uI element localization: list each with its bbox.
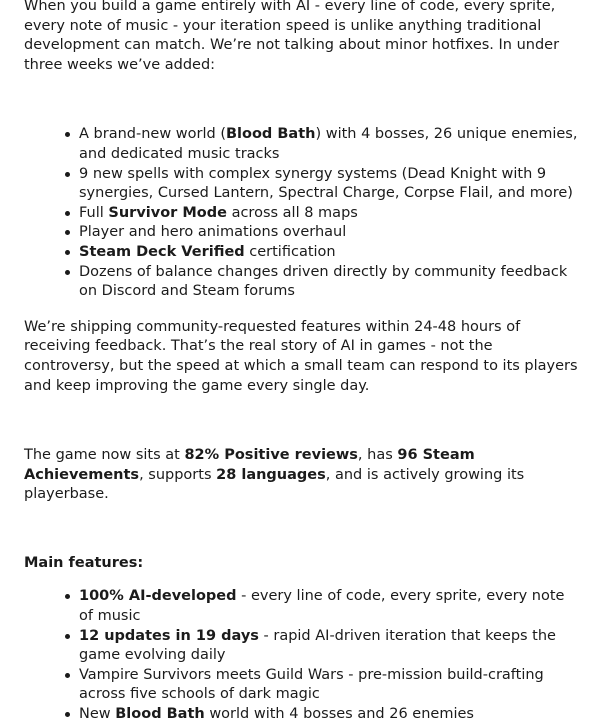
main-features-list [24, 587, 580, 724]
main-features-heading: Main features: [24, 554, 144, 571]
list-item: Dozens of balance changes driven directly by community feedback on Discord and Steam forums [79, 263, 580, 302]
shipping-paragraph: We’re shipping community-requested features within 24-48 hours of receiving feedback. That’s the real story of AI in games - not the controversy, but the speed at which a small team can respond to its players and keep improving the game every single day. [24, 318, 578, 394]
added-features-list [24, 125, 580, 301]
list-item: A brand-new world (Blood Bath) with 4 bosses, 26 unique enemies, and dedicated music tracks [79, 125, 580, 164]
stats-paragraph: The game now sits at 82% Positive reviews, has 96 Steam Achievements, supports 28 languages, and is actively growing its playerbase. [24, 447, 525, 503]
list-item: 12 updates in 19 days - rapid AI-driven iteration that keeps the game evolving daily [79, 627, 580, 666]
list-item: 9 new spells with complex synergy systems (Dead Knight with 9 synergies, Cursed Lantern, Spectral Charge, Corpse Flail, and more) [79, 165, 580, 204]
list-item: Steam Deck Verified certification [79, 243, 580, 263]
article-body [24, 0, 580, 725]
intro-paragraph: When you build a game entirely with AI - every line of code, every sprite, every note of music - your iteration speed is unlike anything traditional development can match. We’re not talking about minor hotfixes. In under three weeks we’ve added: [24, 0, 560, 73]
list-item: Full Survivor Mode across all 8 maps [79, 204, 580, 224]
list-item: New Blood Bath world with 4 bosses and 26 enemies [79, 705, 580, 725]
list-item: Player and hero animations overhaul [79, 223, 580, 243]
list-item: 100% AI-developed - every line of code, every sprite, every note of music [79, 587, 580, 626]
list-item: Vampire Survivors meets Guild Wars - pre-mission build-crafting across five schools of dark magic [79, 666, 580, 705]
